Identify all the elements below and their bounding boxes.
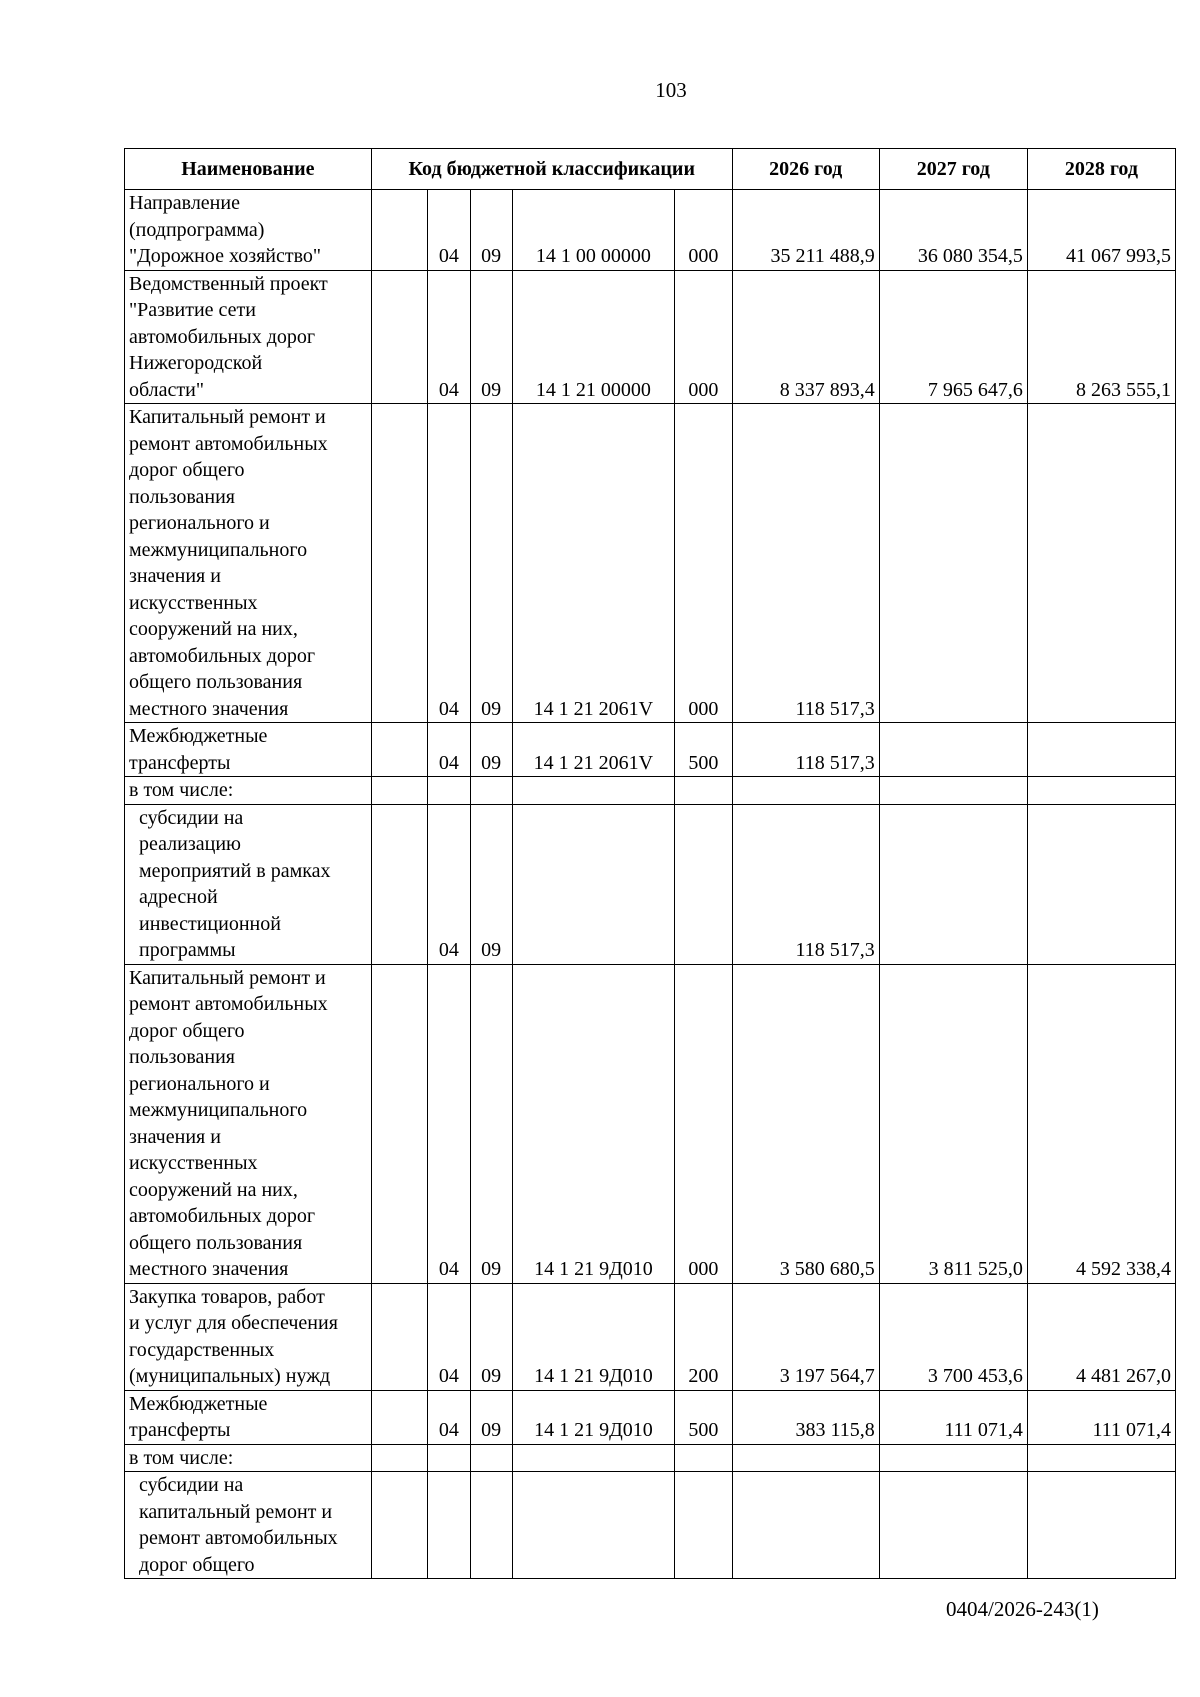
cell-code-expense-type xyxy=(675,1444,733,1472)
cell-code-section: 04 xyxy=(428,404,470,723)
cell-code-section: 04 xyxy=(428,804,470,964)
budget-table-body xyxy=(125,190,1176,1579)
header-name: Наименование xyxy=(125,149,372,190)
cell-2028: 4 481 267,0 xyxy=(1027,1283,1175,1390)
cell-2028 xyxy=(1027,804,1175,964)
cell-2027: 36 080 354,5 xyxy=(879,190,1027,271)
cell-code-subsection: 09 xyxy=(470,964,512,1283)
cell-2027 xyxy=(879,404,1027,723)
cell-name: субсидии на реализацию мероприятий в рамках адресной инвестиционной программы xyxy=(125,804,372,964)
cell-2026: 3 197 564,7 xyxy=(732,1283,879,1390)
cell-2028: 111 071,4 xyxy=(1027,1390,1175,1444)
cell-2026: 118 517,3 xyxy=(732,723,879,777)
table-row xyxy=(125,1283,1176,1390)
cell-code-target xyxy=(512,1472,674,1579)
cell-code-expense-type: 200 xyxy=(675,1283,733,1390)
cell-code-blank xyxy=(371,190,428,271)
cell-code-target: 14 1 21 9Д010 xyxy=(512,1390,674,1444)
document-code: 0404/2026-243(1) xyxy=(946,1597,1099,1621)
cell-2027: 111 071,4 xyxy=(879,1390,1027,1444)
cell-2028 xyxy=(1027,1444,1175,1472)
cell-2026 xyxy=(732,777,879,805)
cell-code-subsection: 09 xyxy=(470,404,512,723)
cell-code-subsection xyxy=(470,1444,512,1472)
cell-code-blank xyxy=(371,964,428,1283)
cell-code-section xyxy=(428,777,470,805)
cell-code-target: 14 1 21 2061V xyxy=(512,723,674,777)
cell-2028 xyxy=(1027,723,1175,777)
cell-2026 xyxy=(732,1472,879,1579)
table-row xyxy=(125,1390,1176,1444)
cell-code-target xyxy=(512,1444,674,1472)
header-2026: 2026 год xyxy=(732,149,879,190)
cell-code-subsection: 09 xyxy=(470,190,512,271)
cell-code-expense-type: 000 xyxy=(675,270,733,404)
cell-2026: 118 517,3 xyxy=(732,804,879,964)
cell-code-target: 14 1 00 00000 xyxy=(512,190,674,271)
header-row xyxy=(125,149,1176,190)
cell-code-expense-type: 000 xyxy=(675,404,733,723)
table-row xyxy=(125,964,1176,1283)
cell-code-target xyxy=(512,777,674,805)
cell-code-blank xyxy=(371,804,428,964)
cell-2026: 118 517,3 xyxy=(732,404,879,723)
cell-name: Капитальный ремонт и ремонт автомобильных дорог общего пользования регионального и межмуниципального значения и искусственных сооружений на них, автомобильных дорог общего пользования местного значения xyxy=(125,964,372,1283)
cell-2027 xyxy=(879,1444,1027,1472)
cell-code-target: 14 1 21 9Д010 xyxy=(512,964,674,1283)
cell-code-blank xyxy=(371,270,428,404)
header-2027: 2027 год xyxy=(879,149,1027,190)
cell-2028 xyxy=(1027,777,1175,805)
cell-2028: 41 067 993,5 xyxy=(1027,190,1175,271)
cell-2027 xyxy=(879,723,1027,777)
cell-name: в том числе: xyxy=(125,1444,372,1472)
cell-code-section: 04 xyxy=(428,190,470,271)
cell-name: Направление (подпрограмма) "Дорожное хозяйство" xyxy=(125,190,372,271)
cell-code-target: 14 1 21 00000 xyxy=(512,270,674,404)
cell-code-target xyxy=(512,804,674,964)
cell-name: в том числе: xyxy=(125,777,372,805)
table-row xyxy=(125,1444,1176,1472)
cell-code-expense-type: 000 xyxy=(675,190,733,271)
cell-2027 xyxy=(879,777,1027,805)
cell-code-section: 04 xyxy=(428,723,470,777)
cell-code-subsection: 09 xyxy=(470,723,512,777)
cell-2027: 7 965 647,6 xyxy=(879,270,1027,404)
cell-2028: 4 592 338,4 xyxy=(1027,964,1175,1283)
cell-code-subsection: 09 xyxy=(470,1390,512,1444)
cell-code-blank xyxy=(371,1390,428,1444)
cell-name: Межбюджетные трансферты xyxy=(125,723,372,777)
cell-code-expense-type: 500 xyxy=(675,1390,733,1444)
cell-2027: 3 811 525,0 xyxy=(879,964,1027,1283)
cell-code-expense-type xyxy=(675,777,733,805)
table-row xyxy=(125,804,1176,964)
cell-2027 xyxy=(879,1472,1027,1579)
cell-2028 xyxy=(1027,1472,1175,1579)
cell-2026 xyxy=(732,1444,879,1472)
cell-2027 xyxy=(879,804,1027,964)
cell-code-section: 04 xyxy=(428,1390,470,1444)
cell-name: Закупка товаров, работ и услуг для обеспечения государственных (муниципальных) нужд xyxy=(125,1283,372,1390)
cell-2026: 3 580 680,5 xyxy=(732,964,879,1283)
cell-name: Капитальный ремонт и ремонт автомобильных дорог общего пользования регионального и межмуниципального значения и искусственных сооружений на них, автомобильных дорог общего пользования местного значения xyxy=(125,404,372,723)
cell-2026: 35 211 488,9 xyxy=(732,190,879,271)
cell-code-expense-type: 000 xyxy=(675,964,733,1283)
cell-code-section xyxy=(428,1472,470,1579)
cell-code-section: 04 xyxy=(428,964,470,1283)
cell-2026: 8 337 893,4 xyxy=(732,270,879,404)
cell-2027: 3 700 453,6 xyxy=(879,1283,1027,1390)
cell-code-section: 04 xyxy=(428,1283,470,1390)
header-2028: 2028 год xyxy=(1027,149,1175,190)
cell-code-expense-type: 500 xyxy=(675,723,733,777)
cell-code-blank xyxy=(371,404,428,723)
cell-code-blank xyxy=(371,1472,428,1579)
table-row xyxy=(125,404,1176,723)
cell-code-expense-type xyxy=(675,804,733,964)
cell-code-blank xyxy=(371,777,428,805)
header-code: Код бюджетной классификации xyxy=(371,149,732,190)
cell-code-blank xyxy=(371,1283,428,1390)
table-row xyxy=(125,723,1176,777)
table-row xyxy=(125,190,1176,271)
table-row xyxy=(125,777,1176,805)
cell-name: Ведомственный проект "Развитие сети автомобильных дорог Нижегородской области" xyxy=(125,270,372,404)
cell-code-expense-type xyxy=(675,1472,733,1579)
cell-code-section: 04 xyxy=(428,270,470,404)
cell-code-subsection xyxy=(470,777,512,805)
cell-code-subsection xyxy=(470,1472,512,1579)
cell-code-section xyxy=(428,1444,470,1472)
cell-code-blank xyxy=(371,1444,428,1472)
budget-table xyxy=(124,148,1176,1579)
cell-2026: 383 115,8 xyxy=(732,1390,879,1444)
cell-code-subsection: 09 xyxy=(470,270,512,404)
cell-2028 xyxy=(1027,404,1175,723)
cell-code-blank xyxy=(371,723,428,777)
cell-name: Межбюджетные трансферты xyxy=(125,1390,372,1444)
page-number: 103 xyxy=(655,78,687,102)
table-row xyxy=(125,270,1176,404)
cell-code-target: 14 1 21 2061V xyxy=(512,404,674,723)
cell-name: субсидии на капитальный ремонт и ремонт автомобильных дорог общего xyxy=(125,1472,372,1579)
cell-2028: 8 263 555,1 xyxy=(1027,270,1175,404)
cell-code-subsection: 09 xyxy=(470,1283,512,1390)
cell-code-subsection: 09 xyxy=(470,804,512,964)
cell-code-target: 14 1 21 9Д010 xyxy=(512,1283,674,1390)
table-row xyxy=(125,1472,1176,1579)
